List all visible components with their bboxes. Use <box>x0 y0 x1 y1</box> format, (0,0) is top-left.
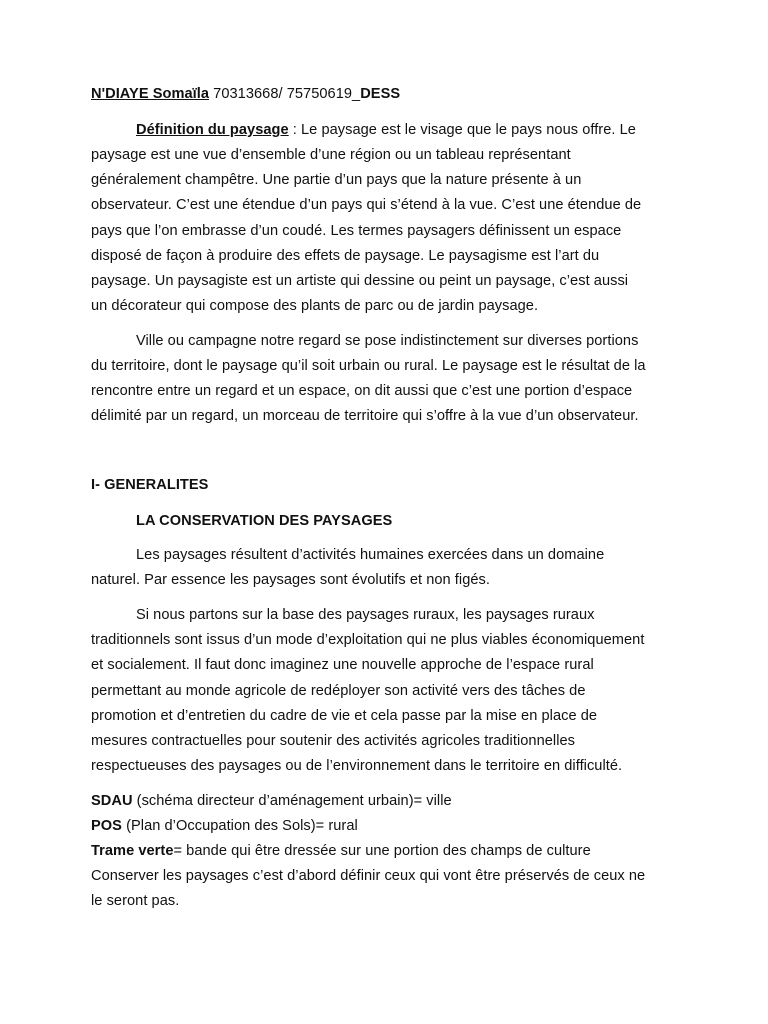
definition-line: pays que l’on embrasse d’un coudé. Les termes paysagers définissent un espace <box>91 223 622 239</box>
paragraph-line: mesures contractuelles pour soutenir des activités agricoles traditionnelles <box>91 733 576 749</box>
definition-item <box>91 792 452 810</box>
paragraph-line: Ville ou campagne notre regard se pose indistinctement sur diverses portions <box>136 333 639 349</box>
closing-line: le seront pas. <box>91 893 180 909</box>
document-header <box>91 85 400 103</box>
paragraph-line: et socialement. Il faut donc imaginez une nouvelle approche de l’espace rural <box>91 657 594 673</box>
paragraph-line: rencontre entre un regard et un espace, on dit aussi que c’est une portion d’espace <box>91 383 633 399</box>
definition-line <box>136 121 636 139</box>
definition-line: paysage est une vue d’ensemble d’une région ou un tableau représentant <box>91 147 571 163</box>
definition-line: paysage. Un paysagiste est un artiste qui dessine ou peint un paysage, c’est aussi <box>91 273 629 289</box>
definition-text: : Le paysage est le visage que le pays nous offre. Le <box>288 122 636 138</box>
definition-line: un décorateur qui compose des plants de parc ou de jardin paysage. <box>91 298 539 314</box>
degree-label: DESS <box>360 86 401 102</box>
paragraph-line: Si nous partons sur la base des paysages ruraux, les paysages ruraux <box>136 607 595 623</box>
closing-line: Conserver les paysages c’est d’abord définir ceux qui vont être préservés de ceux ne <box>91 868 646 884</box>
paragraph-line: respectueuses des paysages ou de l’environnement dans le territoire en difficulté. <box>91 758 623 774</box>
phone-numbers: 70313668/ 75750619_ <box>209 86 361 102</box>
definition-line: observateur. C’est une étendue d’un pays qui s’étend à la vue. C’est une étendue de <box>91 197 642 213</box>
section-heading: I- GENERALITES <box>91 477 209 493</box>
author-name: N'DIAYE Somaïla <box>91 86 210 102</box>
definition-item-term: SDAU <box>91 793 133 809</box>
section-subheading: LA CONSERVATION DES PAYSAGES <box>136 513 393 529</box>
paragraph-line: du territoire, dont le paysage qu’il soit urbain ou rural. Le paysage est le résultat de la <box>91 358 646 374</box>
paragraph-line: naturel. Par essence les paysages sont évolutifs et non figés. <box>91 572 490 588</box>
paragraph-line: délimité par un regard, un morceau de territoire qui s’offre à la vue d’un observateur. <box>91 408 639 424</box>
definition-term: Définition du paysage <box>136 122 289 138</box>
definition-item-text: (Plan d’Occupation des Sols)= rural <box>121 818 358 834</box>
paragraph-line: traditionnels sont issus d’un mode d’exploitation qui ne plus viables économiquement <box>91 632 645 648</box>
paragraph-line: promotion et d’entretien du cadre de vie et cela passe par la mise en place de <box>91 708 598 724</box>
definition-item <box>91 842 591 860</box>
definition-item-term: POS <box>91 818 122 834</box>
definition-line: disposé de façon à produire des effets de paysage. Le paysagisme est l’art du <box>91 248 600 264</box>
definition-item-text: = bande qui être dressée sur une portion des champs de culture <box>173 843 591 859</box>
definition-item <box>91 817 358 835</box>
definition-item-term: Trame verte <box>91 843 174 859</box>
paragraph-line: permettant au monde agricole de redéployer son activité vers des tâches de <box>91 683 586 699</box>
definition-item-text: (schéma directeur d’aménagement urbain)= ville <box>132 793 452 809</box>
definition-line: généralement champêtre. Une partie d’un pays que la nature présente à un <box>91 172 582 188</box>
paragraph-line: Les paysages résultent d’activités humaines exercées dans un domaine <box>136 547 605 563</box>
